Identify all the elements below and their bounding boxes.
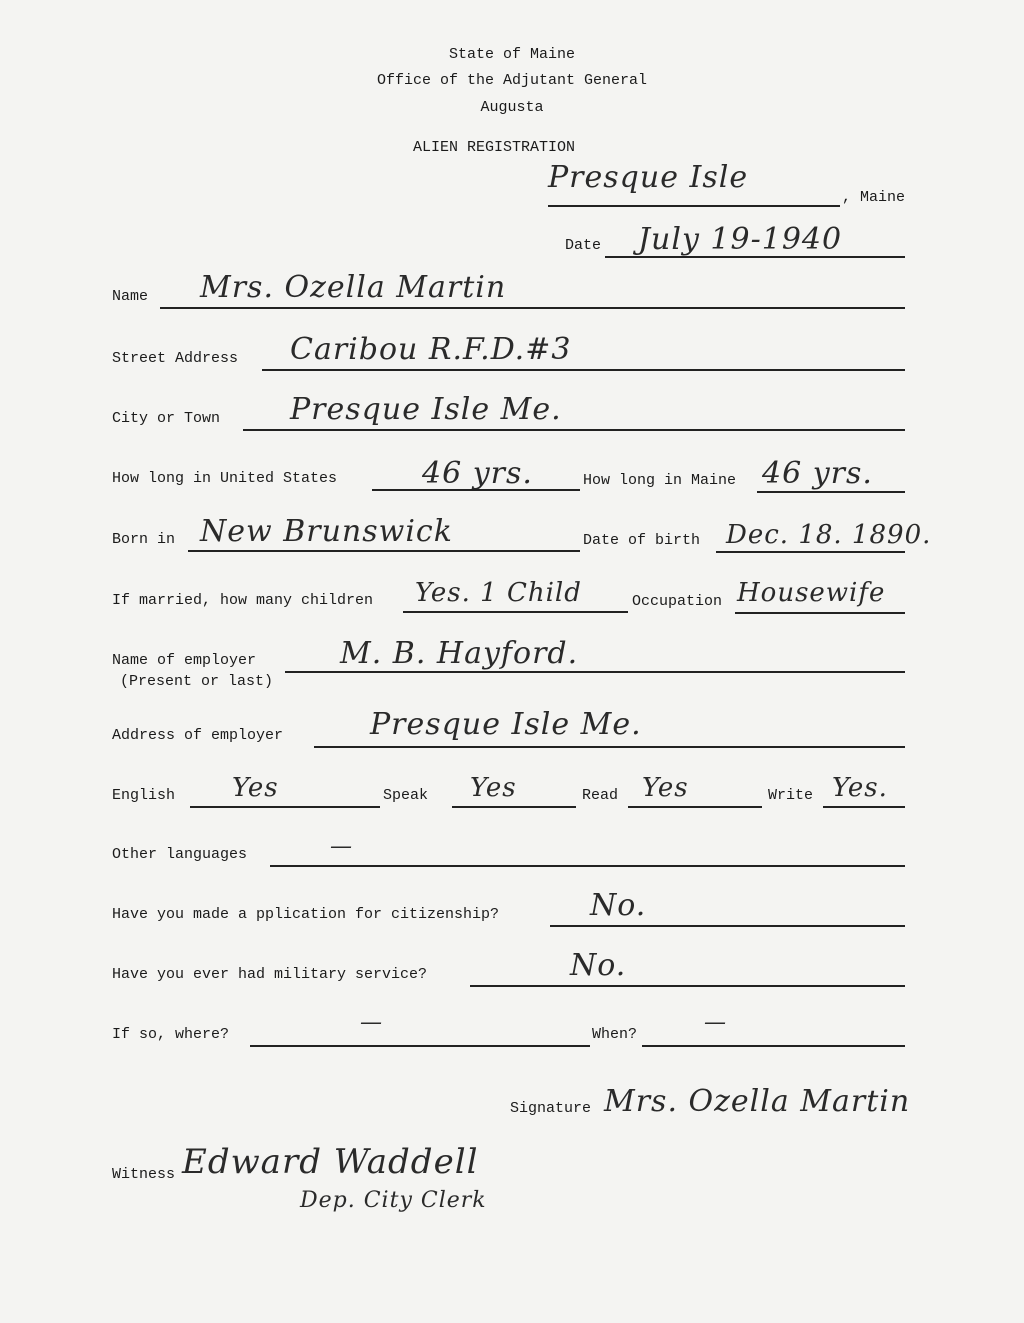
read-value: Yes xyxy=(642,773,689,803)
dob-line xyxy=(716,551,905,553)
occupation-line xyxy=(735,612,905,614)
write-line xyxy=(823,806,905,808)
street-value: Caribou R.F.D.#3 xyxy=(290,332,572,367)
born-value: New Brunswick xyxy=(200,514,453,549)
city-value: Presque Isle Me. xyxy=(290,392,562,427)
street-label: Street Address xyxy=(112,350,239,367)
citizenship-label: Have you made a pplication for citizenship? xyxy=(112,906,500,923)
witness-label: Witness xyxy=(112,1166,176,1183)
other-lang-value: — xyxy=(330,834,353,859)
employer-value: M. B. Hayford. xyxy=(340,636,579,671)
write-label: Write xyxy=(768,787,814,804)
witness-title: Dep. City Clerk xyxy=(300,1188,487,1213)
occupation-label: Occupation xyxy=(632,593,723,610)
signature-label: Signature xyxy=(510,1100,592,1117)
children-value: Yes. 1 Child xyxy=(415,578,582,608)
when-value: — xyxy=(704,1010,727,1035)
us-time-value: 46 yrs. xyxy=(422,456,533,491)
military-label: Have you ever had military service? xyxy=(112,966,428,983)
when-line xyxy=(642,1045,905,1047)
maine-time-label: How long in Maine xyxy=(583,472,737,489)
where-label: If so, where? xyxy=(112,1026,230,1043)
born-line xyxy=(188,550,580,552)
read-line xyxy=(628,806,762,808)
employer-addr-value: Presque Isle Me. xyxy=(370,707,642,742)
dob-label: Date of birth xyxy=(583,532,701,549)
maine-time-value: 46 yrs. xyxy=(762,456,873,491)
speak-line xyxy=(452,806,576,808)
speak-label: Speak xyxy=(383,787,429,804)
where-line xyxy=(250,1045,590,1047)
when-label: When? xyxy=(592,1026,638,1043)
citizenship-value: No. xyxy=(590,888,647,923)
employer-addr-label: Address of employer xyxy=(112,727,284,744)
street-line xyxy=(262,369,905,371)
name-value: Mrs. Ozella Martin xyxy=(200,270,507,305)
english-value: Yes xyxy=(232,773,279,803)
write-value: Yes. xyxy=(832,773,888,803)
employer-line xyxy=(285,671,905,673)
city-label: City or Town xyxy=(112,410,221,427)
maine-time-line xyxy=(757,491,905,493)
name-line xyxy=(160,307,905,309)
date-line xyxy=(605,256,905,258)
read-label: Read xyxy=(582,787,619,804)
witness-value: Edward Waddell xyxy=(182,1142,479,1182)
name-label: Name xyxy=(112,288,149,305)
military-value: No. xyxy=(570,948,627,983)
citizenship-line xyxy=(550,925,905,927)
place-suffix: , Maine xyxy=(842,189,906,206)
speak-value: Yes xyxy=(470,773,517,803)
english-line xyxy=(190,806,380,808)
other-lang-label: Other languages xyxy=(112,846,248,863)
english-label: English xyxy=(112,787,176,804)
occupation-value: Housewife xyxy=(737,578,886,608)
us-time-line xyxy=(372,489,580,491)
where-value: — xyxy=(360,1010,383,1035)
military-line xyxy=(470,985,905,987)
dob-value: Dec. 18. 1890. xyxy=(726,520,932,550)
header-state: State of Maine xyxy=(448,46,576,63)
children-line xyxy=(403,611,628,613)
header-office: Office of the Adjutant General xyxy=(376,72,648,89)
place-line xyxy=(548,205,840,207)
born-label: Born in xyxy=(112,531,176,548)
date-value: July 19-1940 xyxy=(638,222,843,257)
header-city: Augusta xyxy=(480,99,544,116)
city-line xyxy=(243,429,905,431)
date-label: Date xyxy=(565,237,602,254)
us-time-label: How long in United States xyxy=(112,470,338,487)
place-handwritten: Presque Isle xyxy=(548,160,749,195)
employer-label: Name of employer xyxy=(112,652,257,669)
other-lang-line xyxy=(270,865,905,867)
children-label: If married, how many children xyxy=(112,592,374,609)
signature-value: Mrs. Ozella Martin xyxy=(604,1084,911,1119)
employer-addr-line xyxy=(314,746,905,748)
form-title: ALIEN REGISTRATION xyxy=(413,139,576,156)
employer-sublabel: (Present or last) xyxy=(120,673,274,690)
